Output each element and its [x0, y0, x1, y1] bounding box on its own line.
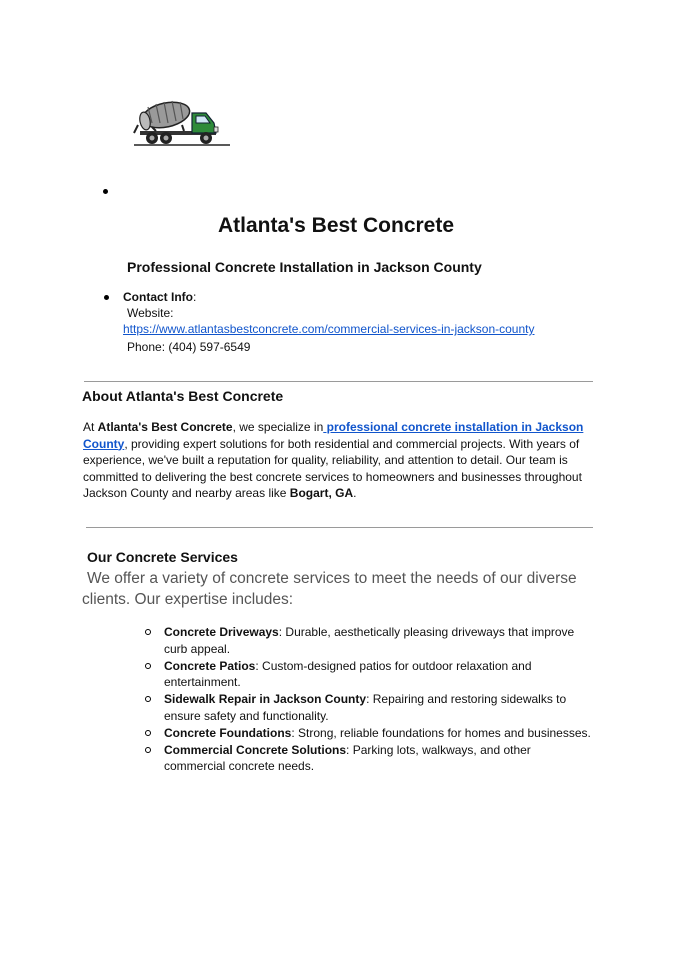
website-label: Website: [127, 306, 174, 320]
services-list [142, 624, 592, 775]
about-paragraph [83, 419, 588, 502]
about-text: , providing expert solutions for both residential and commercial projects. With years of experience, we've built a reputation for quality, reliability, and attention to detail. Our team is committed to delivering the best concrete services to homeowners and businesses throughout Jackson County and nearby areas like [83, 436, 582, 500]
about-text: . [353, 486, 357, 500]
service-name: Commercial Concrete Solutions [164, 742, 347, 757]
list-item [142, 624, 592, 657]
circle-bullet-icon [145, 696, 151, 702]
list-item [142, 658, 592, 691]
about-heading: About Atlanta's Best Concrete [82, 388, 284, 404]
service-name: Concrete Foundations [164, 725, 292, 740]
service-name: Sidewalk Repair in Jackson County [164, 692, 367, 706]
bullet-icon [103, 189, 108, 194]
cement-mixer-truck-icon [132, 97, 232, 149]
list-item [142, 725, 592, 742]
service-name: Concrete Patios [164, 658, 256, 673]
about-text: , we specialize in [232, 420, 324, 434]
service-desc: : Parking lots, walkways, and other commercial concrete needs. [164, 742, 531, 773]
service-desc: : Durable, aesthetically pleasing driveways that improve curb appeal. [164, 625, 575, 656]
installation-link[interactable]: professional concrete installation in Jackson County [83, 420, 584, 451]
service-desc: : Custom-designed patios for outdoor relaxation and entertainment. [164, 658, 532, 689]
circle-bullet-icon [145, 629, 151, 635]
list-item [142, 691, 592, 724]
company-name: Atlanta's Best Concrete [97, 420, 233, 434]
list-item [142, 742, 592, 775]
service-name: Concrete Driveways [164, 625, 279, 639]
service-desc: : Repairing and restoring sidewalks to ensure safety and functionality. [164, 692, 567, 723]
services-heading: Our Concrete Services [87, 549, 238, 565]
circle-bullet-icon [145, 747, 151, 753]
bullet-icon [104, 295, 109, 300]
contact-info-colon: : [193, 290, 197, 304]
services-intro: We offer a variety of concrete services to meet the needs of our diverse clients. Our expertise includes: [82, 570, 577, 608]
place-name: Bogart, GA [289, 486, 354, 500]
contact-info-label-line [123, 289, 196, 305]
divider [84, 381, 593, 382]
circle-bullet-icon [145, 730, 151, 736]
page-title: Atlanta's Best Concrete [217, 214, 455, 237]
divider [86, 527, 593, 528]
website-link[interactable]: https://www.atlantasbestconcrete.com/commercial-services-in-jackson-county [123, 322, 535, 336]
about-text: At [83, 420, 98, 434]
circle-bullet-icon [145, 663, 151, 669]
phone-number: Phone: (404) 597-6549 [127, 340, 251, 354]
page-subtitle: Professional Concrete Installation in Jackson County [127, 259, 482, 275]
service-desc: : Strong, reliable foundations for homes and businesses. [291, 725, 591, 740]
contact-info-label: Contact Info [123, 290, 193, 304]
